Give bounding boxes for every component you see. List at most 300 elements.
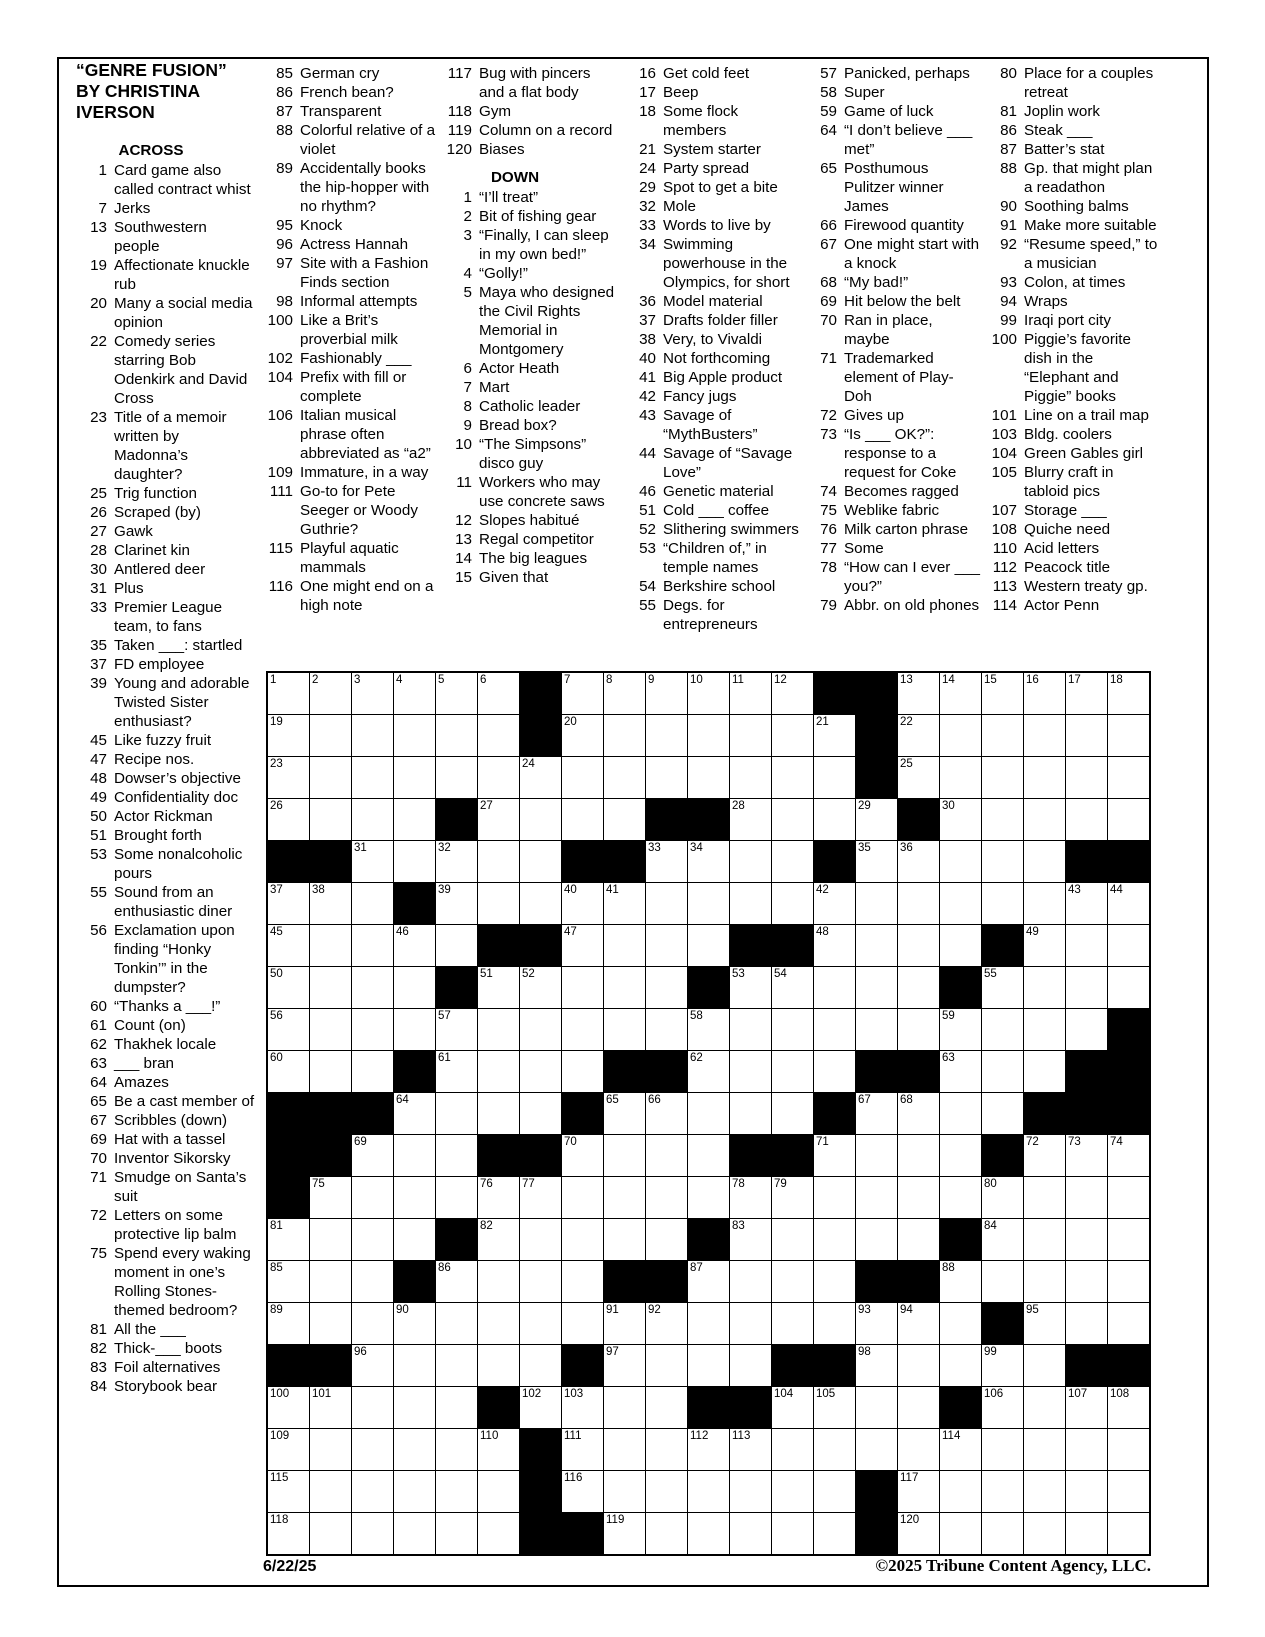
grid-cell[interactable] xyxy=(940,1009,981,1050)
grid-cell[interactable] xyxy=(688,1093,729,1134)
grid-cell[interactable] xyxy=(646,1219,687,1260)
grid-cell[interactable] xyxy=(856,1429,897,1470)
grid-cell[interactable] xyxy=(394,1135,435,1176)
grid-cell[interactable] xyxy=(268,967,309,1008)
grid-cell[interactable] xyxy=(394,1177,435,1218)
grid-cell[interactable] xyxy=(940,1513,981,1554)
grid-cell[interactable] xyxy=(520,1051,561,1092)
grid-cell[interactable] xyxy=(940,799,981,840)
grid-cell[interactable] xyxy=(898,1093,939,1134)
grid-cell[interactable] xyxy=(982,673,1023,714)
grid-cell[interactable] xyxy=(1024,1177,1065,1218)
grid-cell[interactable] xyxy=(562,1303,603,1344)
grid-cell[interactable] xyxy=(352,1345,393,1386)
grid-cell[interactable] xyxy=(898,1303,939,1344)
grid-cell[interactable] xyxy=(646,715,687,756)
grid-cell[interactable] xyxy=(772,1471,813,1512)
grid-cell[interactable] xyxy=(562,925,603,966)
grid-cell[interactable] xyxy=(1066,799,1107,840)
grid-cell[interactable] xyxy=(478,883,519,924)
grid-cell[interactable] xyxy=(856,925,897,966)
grid-cell[interactable] xyxy=(310,1051,351,1092)
grid-cell[interactable] xyxy=(814,1471,855,1512)
grid-cell[interactable] xyxy=(1066,1513,1107,1554)
grid-cell[interactable] xyxy=(352,925,393,966)
grid-cell[interactable] xyxy=(940,841,981,882)
grid-cell[interactable] xyxy=(478,673,519,714)
grid-cell[interactable] xyxy=(856,1009,897,1050)
grid-cell[interactable] xyxy=(478,1345,519,1386)
grid-cell[interactable] xyxy=(982,799,1023,840)
grid-cell[interactable] xyxy=(436,883,477,924)
grid-cell[interactable] xyxy=(982,1093,1023,1134)
grid-cell[interactable] xyxy=(604,967,645,1008)
grid-cell[interactable] xyxy=(478,757,519,798)
grid-cell[interactable] xyxy=(604,1513,645,1554)
grid-cell[interactable] xyxy=(898,1513,939,1554)
grid-cell[interactable] xyxy=(562,1009,603,1050)
grid-cell[interactable] xyxy=(436,1009,477,1050)
grid-cell[interactable] xyxy=(982,1513,1023,1554)
grid-cell[interactable] xyxy=(772,883,813,924)
grid-cell[interactable] xyxy=(310,1471,351,1512)
grid-cell[interactable] xyxy=(940,1261,981,1302)
grid-cell[interactable] xyxy=(394,1429,435,1470)
grid-cell[interactable] xyxy=(1024,841,1065,882)
grid-cell[interactable] xyxy=(1066,967,1107,1008)
grid-cell[interactable] xyxy=(310,1429,351,1470)
grid-cell[interactable] xyxy=(982,1177,1023,1218)
grid-cell[interactable] xyxy=(940,1303,981,1344)
grid-cell[interactable] xyxy=(604,1219,645,1260)
grid-cell[interactable] xyxy=(394,841,435,882)
grid-cell[interactable] xyxy=(604,799,645,840)
grid-cell[interactable] xyxy=(562,1177,603,1218)
grid-cell[interactable] xyxy=(268,1009,309,1050)
grid-cell[interactable] xyxy=(268,1387,309,1428)
grid-cell[interactable] xyxy=(394,715,435,756)
grid-cell[interactable] xyxy=(772,841,813,882)
grid-cell[interactable] xyxy=(604,1177,645,1218)
grid-cell[interactable] xyxy=(520,1387,561,1428)
grid-cell[interactable] xyxy=(898,1009,939,1050)
grid-cell[interactable] xyxy=(562,1135,603,1176)
grid-cell[interactable] xyxy=(982,757,1023,798)
grid-cell[interactable] xyxy=(1024,967,1065,1008)
grid-cell[interactable] xyxy=(310,1513,351,1554)
grid-cell[interactable] xyxy=(940,883,981,924)
grid-cell[interactable] xyxy=(310,1261,351,1302)
grid-cell[interactable] xyxy=(352,673,393,714)
grid-cell[interactable] xyxy=(562,883,603,924)
grid-cell[interactable] xyxy=(814,1219,855,1260)
grid-cell[interactable] xyxy=(1066,1009,1107,1050)
grid-cell[interactable] xyxy=(1024,1429,1065,1470)
grid-cell[interactable] xyxy=(646,1009,687,1050)
grid-cell[interactable] xyxy=(1066,1471,1107,1512)
grid-cell[interactable] xyxy=(478,967,519,1008)
grid-cell[interactable] xyxy=(1108,1429,1149,1470)
grid-cell[interactable] xyxy=(646,1471,687,1512)
grid-cell[interactable] xyxy=(1024,1345,1065,1386)
grid-cell[interactable] xyxy=(898,1387,939,1428)
grid-cell[interactable] xyxy=(940,1471,981,1512)
grid-cell[interactable] xyxy=(310,799,351,840)
grid-cell[interactable] xyxy=(310,1387,351,1428)
grid-cell[interactable] xyxy=(730,1471,771,1512)
grid-cell[interactable] xyxy=(772,673,813,714)
grid-cell[interactable] xyxy=(940,1051,981,1092)
grid-cell[interactable] xyxy=(478,715,519,756)
grid-cell[interactable] xyxy=(940,715,981,756)
grid-cell[interactable] xyxy=(352,1051,393,1092)
grid-cell[interactable] xyxy=(814,1177,855,1218)
grid-cell[interactable] xyxy=(520,883,561,924)
grid-cell[interactable] xyxy=(688,1345,729,1386)
grid-cell[interactable] xyxy=(730,1177,771,1218)
grid-cell[interactable] xyxy=(1024,883,1065,924)
grid-cell[interactable] xyxy=(1024,1135,1065,1176)
grid-cell[interactable] xyxy=(730,1051,771,1092)
grid-cell[interactable] xyxy=(1066,1303,1107,1344)
grid-cell[interactable] xyxy=(520,1177,561,1218)
grid-cell[interactable] xyxy=(562,1051,603,1092)
grid-cell[interactable] xyxy=(520,757,561,798)
grid-cell[interactable] xyxy=(1108,925,1149,966)
grid-cell[interactable] xyxy=(352,1387,393,1428)
grid-cell[interactable] xyxy=(1024,925,1065,966)
grid-cell[interactable] xyxy=(604,883,645,924)
grid-cell[interactable] xyxy=(814,757,855,798)
grid-cell[interactable] xyxy=(898,673,939,714)
grid-cell[interactable] xyxy=(478,1429,519,1470)
grid-cell[interactable] xyxy=(688,1009,729,1050)
grid-cell[interactable] xyxy=(1066,1219,1107,1260)
grid-cell[interactable] xyxy=(310,883,351,924)
grid-cell[interactable] xyxy=(268,673,309,714)
grid-cell[interactable] xyxy=(814,1135,855,1176)
grid-cell[interactable] xyxy=(394,1345,435,1386)
grid-cell[interactable] xyxy=(898,1219,939,1260)
grid-cell[interactable] xyxy=(436,1513,477,1554)
grid-cell[interactable] xyxy=(772,715,813,756)
grid-cell[interactable] xyxy=(730,799,771,840)
grid-cell[interactable] xyxy=(730,1261,771,1302)
grid-cell[interactable] xyxy=(730,1429,771,1470)
grid-cell[interactable] xyxy=(814,1261,855,1302)
grid-cell[interactable] xyxy=(1024,1387,1065,1428)
grid-cell[interactable] xyxy=(1108,967,1149,1008)
grid-cell[interactable] xyxy=(436,757,477,798)
grid-cell[interactable] xyxy=(604,1429,645,1470)
grid-cell[interactable] xyxy=(856,883,897,924)
grid-cell[interactable] xyxy=(898,1345,939,1386)
grid-cell[interactable] xyxy=(814,1429,855,1470)
grid-cell[interactable] xyxy=(352,1177,393,1218)
grid-cell[interactable] xyxy=(772,1387,813,1428)
grid-cell[interactable] xyxy=(688,841,729,882)
grid-cell[interactable] xyxy=(814,1387,855,1428)
grid-cell[interactable] xyxy=(268,757,309,798)
grid-cell[interactable] xyxy=(646,1513,687,1554)
grid-cell[interactable] xyxy=(352,799,393,840)
grid-cell[interactable] xyxy=(814,925,855,966)
grid-cell[interactable] xyxy=(646,883,687,924)
grid-cell[interactable] xyxy=(1108,1261,1149,1302)
grid-cell[interactable] xyxy=(1108,1219,1149,1260)
grid-cell[interactable] xyxy=(520,1219,561,1260)
grid-cell[interactable] xyxy=(478,1261,519,1302)
grid-cell[interactable] xyxy=(646,673,687,714)
grid-cell[interactable] xyxy=(268,715,309,756)
grid-cell[interactable] xyxy=(646,1303,687,1344)
grid-cell[interactable] xyxy=(394,925,435,966)
grid-cell[interactable] xyxy=(268,799,309,840)
grid-cell[interactable] xyxy=(394,967,435,1008)
grid-cell[interactable] xyxy=(436,673,477,714)
grid-cell[interactable] xyxy=(814,1009,855,1050)
grid-cell[interactable] xyxy=(940,673,981,714)
grid-cell[interactable] xyxy=(478,841,519,882)
grid-cell[interactable] xyxy=(646,925,687,966)
grid-cell[interactable] xyxy=(730,883,771,924)
grid-cell[interactable] xyxy=(352,1303,393,1344)
grid-cell[interactable] xyxy=(688,1177,729,1218)
grid-cell[interactable] xyxy=(604,673,645,714)
grid-cell[interactable] xyxy=(814,967,855,1008)
grid-cell[interactable] xyxy=(562,1387,603,1428)
grid-cell[interactable] xyxy=(1108,883,1149,924)
grid-cell[interactable] xyxy=(394,1471,435,1512)
grid-cell[interactable] xyxy=(982,967,1023,1008)
grid-cell[interactable] xyxy=(352,715,393,756)
grid-cell[interactable] xyxy=(1024,1513,1065,1554)
grid-cell[interactable] xyxy=(730,715,771,756)
grid-cell[interactable] xyxy=(856,1303,897,1344)
grid-cell[interactable] xyxy=(604,1009,645,1050)
grid-cell[interactable] xyxy=(1108,757,1149,798)
grid-cell[interactable] xyxy=(1024,1303,1065,1344)
grid-cell[interactable] xyxy=(268,1303,309,1344)
grid-cell[interactable] xyxy=(310,757,351,798)
grid-cell[interactable] xyxy=(310,715,351,756)
grid-cell[interactable] xyxy=(814,1051,855,1092)
grid-cell[interactable] xyxy=(478,1219,519,1260)
grid-cell[interactable] xyxy=(772,1093,813,1134)
grid-cell[interactable] xyxy=(1108,1471,1149,1512)
grid-cell[interactable] xyxy=(562,757,603,798)
grid-cell[interactable] xyxy=(730,1009,771,1050)
grid-cell[interactable] xyxy=(646,1177,687,1218)
grid-cell[interactable] xyxy=(940,757,981,798)
grid-cell[interactable] xyxy=(730,1345,771,1386)
grid-cell[interactable] xyxy=(520,1345,561,1386)
grid-cell[interactable] xyxy=(856,1345,897,1386)
grid-cell[interactable] xyxy=(478,1093,519,1134)
grid-cell[interactable] xyxy=(688,925,729,966)
grid-cell[interactable] xyxy=(478,799,519,840)
grid-cell[interactable] xyxy=(520,841,561,882)
grid-cell[interactable] xyxy=(520,1093,561,1134)
grid-cell[interactable] xyxy=(604,757,645,798)
grid-cell[interactable] xyxy=(898,715,939,756)
grid-cell[interactable] xyxy=(562,1471,603,1512)
grid-cell[interactable] xyxy=(436,715,477,756)
grid-cell[interactable] xyxy=(856,841,897,882)
grid-cell[interactable] xyxy=(772,1261,813,1302)
grid-cell[interactable] xyxy=(478,1303,519,1344)
grid-cell[interactable] xyxy=(268,883,309,924)
grid-cell[interactable] xyxy=(688,757,729,798)
grid-cell[interactable] xyxy=(688,1261,729,1302)
grid-cell[interactable] xyxy=(646,757,687,798)
grid-cell[interactable] xyxy=(604,1135,645,1176)
grid-cell[interactable] xyxy=(772,1429,813,1470)
grid-cell[interactable] xyxy=(268,1471,309,1512)
grid-cell[interactable] xyxy=(310,1177,351,1218)
grid-cell[interactable] xyxy=(688,1303,729,1344)
grid-cell[interactable] xyxy=(394,673,435,714)
grid-cell[interactable] xyxy=(1066,1387,1107,1428)
grid-cell[interactable] xyxy=(772,1051,813,1092)
grid-cell[interactable] xyxy=(688,1135,729,1176)
grid-cell[interactable] xyxy=(1108,1303,1149,1344)
grid-cell[interactable] xyxy=(436,1093,477,1134)
grid-cell[interactable] xyxy=(310,1009,351,1050)
grid-cell[interactable] xyxy=(1024,799,1065,840)
grid-cell[interactable] xyxy=(730,1093,771,1134)
grid-cell[interactable] xyxy=(436,1303,477,1344)
grid-cell[interactable] xyxy=(1024,1471,1065,1512)
grid-cell[interactable] xyxy=(352,967,393,1008)
grid-cell[interactable] xyxy=(1066,1429,1107,1470)
grid-cell[interactable] xyxy=(772,757,813,798)
grid-cell[interactable] xyxy=(1066,1261,1107,1302)
grid-cell[interactable] xyxy=(1108,1177,1149,1218)
grid-cell[interactable] xyxy=(898,1429,939,1470)
grid-cell[interactable] xyxy=(562,1219,603,1260)
grid-cell[interactable] xyxy=(268,925,309,966)
grid-cell[interactable] xyxy=(646,1387,687,1428)
grid-cell[interactable] xyxy=(352,1135,393,1176)
grid-cell[interactable] xyxy=(940,1135,981,1176)
grid-cell[interactable] xyxy=(604,1303,645,1344)
grid-cell[interactable] xyxy=(1108,1135,1149,1176)
grid-cell[interactable] xyxy=(478,1051,519,1092)
grid-cell[interactable] xyxy=(268,1219,309,1260)
grid-cell[interactable] xyxy=(940,1177,981,1218)
grid-cell[interactable] xyxy=(562,715,603,756)
grid-cell[interactable] xyxy=(436,1177,477,1218)
grid-cell[interactable] xyxy=(1066,1135,1107,1176)
grid-cell[interactable] xyxy=(1066,673,1107,714)
grid-cell[interactable] xyxy=(1066,715,1107,756)
grid-cell[interactable] xyxy=(352,883,393,924)
grid-cell[interactable] xyxy=(688,1471,729,1512)
grid-cell[interactable] xyxy=(604,1093,645,1134)
grid-cell[interactable] xyxy=(856,1387,897,1428)
grid-cell[interactable] xyxy=(310,967,351,1008)
grid-cell[interactable] xyxy=(982,1387,1023,1428)
grid-cell[interactable] xyxy=(772,967,813,1008)
grid-cell[interactable] xyxy=(436,925,477,966)
grid-cell[interactable] xyxy=(1108,1513,1149,1554)
grid-cell[interactable] xyxy=(688,715,729,756)
grid-cell[interactable] xyxy=(898,841,939,882)
grid-cell[interactable] xyxy=(856,1093,897,1134)
grid-cell[interactable] xyxy=(982,1051,1023,1092)
grid-cell[interactable] xyxy=(772,799,813,840)
grid-cell[interactable] xyxy=(436,1051,477,1092)
grid-cell[interactable] xyxy=(772,1177,813,1218)
grid-cell[interactable] xyxy=(982,1261,1023,1302)
grid-cell[interactable] xyxy=(814,1303,855,1344)
grid-cell[interactable] xyxy=(646,1345,687,1386)
grid-cell[interactable] xyxy=(310,1303,351,1344)
grid-cell[interactable] xyxy=(436,1471,477,1512)
grid-cell[interactable] xyxy=(268,1051,309,1092)
grid-cell[interactable] xyxy=(562,673,603,714)
grid-cell[interactable] xyxy=(436,1387,477,1428)
grid-cell[interactable] xyxy=(730,1219,771,1260)
grid-cell[interactable] xyxy=(898,1471,939,1512)
grid-cell[interactable] xyxy=(940,1345,981,1386)
grid-cell[interactable] xyxy=(856,799,897,840)
grid-cell[interactable] xyxy=(352,1261,393,1302)
grid-cell[interactable] xyxy=(436,1345,477,1386)
grid-cell[interactable] xyxy=(688,673,729,714)
grid-cell[interactable] xyxy=(856,967,897,1008)
grid-cell[interactable] xyxy=(562,799,603,840)
grid-cell[interactable] xyxy=(352,1513,393,1554)
grid-cell[interactable] xyxy=(982,1219,1023,1260)
grid-cell[interactable] xyxy=(898,1177,939,1218)
grid-cell[interactable] xyxy=(856,1219,897,1260)
grid-cell[interactable] xyxy=(688,1513,729,1554)
grid-cell[interactable] xyxy=(436,1261,477,1302)
grid-cell[interactable] xyxy=(520,1009,561,1050)
grid-cell[interactable] xyxy=(352,841,393,882)
grid-cell[interactable] xyxy=(478,1513,519,1554)
grid-cell[interactable] xyxy=(856,1135,897,1176)
grid-cell[interactable] xyxy=(562,967,603,1008)
grid-cell[interactable] xyxy=(898,757,939,798)
grid-cell[interactable] xyxy=(646,1429,687,1470)
grid-cell[interactable] xyxy=(940,925,981,966)
grid-cell[interactable] xyxy=(898,883,939,924)
grid-cell[interactable] xyxy=(478,1009,519,1050)
grid-cell[interactable] xyxy=(1024,1051,1065,1092)
grid-cell[interactable] xyxy=(982,1009,1023,1050)
grid-cell[interactable] xyxy=(310,1219,351,1260)
grid-cell[interactable] xyxy=(730,967,771,1008)
grid-cell[interactable] xyxy=(772,1513,813,1554)
grid-cell[interactable] xyxy=(982,841,1023,882)
grid-cell[interactable] xyxy=(856,1177,897,1218)
grid-cell[interactable] xyxy=(520,1303,561,1344)
grid-cell[interactable] xyxy=(646,1135,687,1176)
grid-cell[interactable] xyxy=(898,1135,939,1176)
grid-cell[interactable] xyxy=(268,1261,309,1302)
grid-cell[interactable] xyxy=(646,1093,687,1134)
grid-cell[interactable] xyxy=(1024,1009,1065,1050)
grid-cell[interactable] xyxy=(604,1387,645,1428)
grid-cell[interactable] xyxy=(982,715,1023,756)
grid-cell[interactable] xyxy=(394,757,435,798)
grid-cell[interactable] xyxy=(814,883,855,924)
grid-cell[interactable] xyxy=(352,1009,393,1050)
grid-cell[interactable] xyxy=(478,1177,519,1218)
